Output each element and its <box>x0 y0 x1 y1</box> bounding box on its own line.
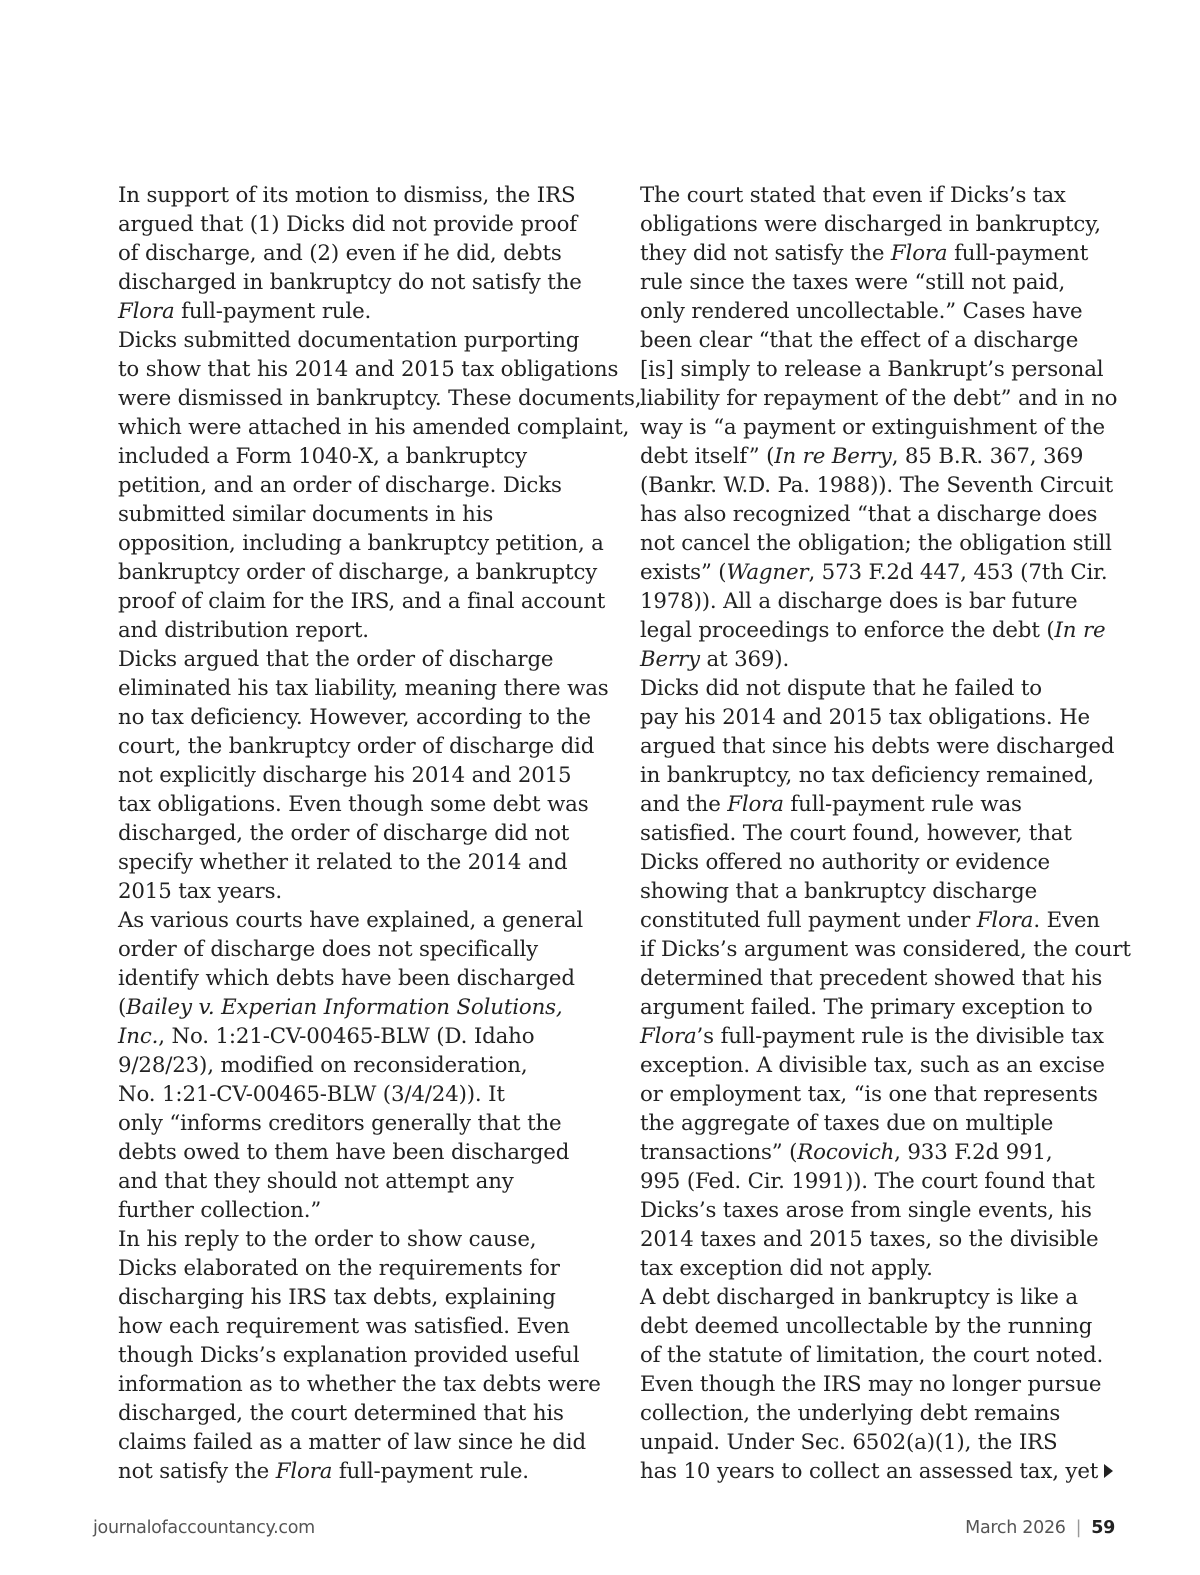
paragraph-general-order: As various courts have explained, a general order of discharge does not specifically identify which debts have been discharged (Bailey v. Experian Information Solutions, Inc., No. 1:21-CV-00465-BLW (D. Idaho 9/28/23), modified on reconsideration, No. 1:21-CV-00465-BLW (3/4/24)). It only “informs creditors generally that the debts owed to them have been discharged and that they should not attempt any further collection.” <box>118 908 584 1223</box>
right-column <box>615 181 1131 1486</box>
paragraph-court-stated: The court stated that even if Dicks’s tax obligations were discharged in bankruptcy, they did not satisfy the Flora full-payment rule since the taxes were “still not paid, only rendered uncollectable.” Cases have been clear “that the effect of a discharge [is] simply to release a Bankrupt’s personal liability for repayment of the debt” and in no way is “a payment or extinguishment of the debt itself” (In re Berry, 85 B.R. 367, 369 (Bankr. W.D. Pa. 1988)). The Seventh Circuit has also recognized “that a discharge does not cancel the obligation; the obligation still exists” (Wagner, 573 F.2d 447, 453 (7th Cir. 1978)). All a discharge does is bar future legal proceedings to enforce the debt (In re Berry at 369). <box>640 183 1118 672</box>
paragraph-documentation: Dicks submitted documentation purporting to show that his 2014 and 2015 tax obligations were dismissed in bankruptcy. These documents, which were attached in his amended complaint, included a Form 1040-X, a bankruptcy petition, and an order of discharge. Dicks submitted similar documents in his opposition, including a bankruptcy petition, a bankruptcy order of discharge, a bankruptcy proof of claim for the IRS, and a final account and distribution report. <box>118 328 642 643</box>
paragraph-irs-motion: In support of its motion to dismiss, the IRS argued that (1) Dicks did not provide proof of discharge, and (2) even if he did, debts discharged in bankruptcy do not satisfy the Flora full-payment rule. <box>118 183 582 324</box>
continue-arrow-icon <box>1104 1464 1113 1478</box>
footer-issue-info <box>965 1518 1115 1538</box>
paragraph-order-of-discharge: Dicks argued that the order of discharge eliminated his tax liability, meaning there was no tax deficiency. However, according to the court, the bankruptcy order of discharge did not explicitly discharge his 2014 and 2015 tax obligations. Even though some debt was discharged, the order of discharge did not specify whether it related to the 2014 and 2015 tax years. <box>118 647 609 904</box>
left-column <box>93 181 642 1486</box>
paragraph-did-not-dispute: Dicks did not dispute that he failed to pay his 2014 and 2015 tax obligations. He argued that since his debts were discharged in bankruptcy, no tax deficiency remained, and the Flora full-payment rule was satisfied. The court found, however, that Dicks offered no authority or evidence showing that a bankruptcy discharge constituted full payment under Flora. Even if Dicks’s argument was considered, the court determined that precedent showed that his argument failed. The primary exception to Flora’s full-payment rule is the divisible tax exception. A divisible tax, such as an excise or employment tax, “is one that represents the aggregate of taxes due on multiple transactions” (Rocovich, 933 F.2d 991, 995 (Fed. Cir. 1991)). The court found that Dicks’s taxes arose from single events, his 2014 taxes and 2015 taxes, so the divisible tax exception did not apply. <box>640 676 1131 1281</box>
paragraph-reply: In his reply to the order to show cause, Dicks elaborated on the requirements for discharging his IRS tax debts, explaining how each requirement was satisfied. Even though Dicks’s explanation provided useful information as to whether the tax debts were discharged, the court determined that his claims failed as a matter of law since he did not satisfy the Flora full-payment rule. <box>118 1227 601 1484</box>
issue-date: March 2026 <box>965 1518 1066 1538</box>
footer-separator: | <box>1075 1518 1082 1538</box>
footer-site-url: journalofaccountancy.com <box>93 1518 315 1538</box>
page-number: 59 <box>1091 1518 1115 1538</box>
paragraph-debt-discharged: A debt discharged in bankruptcy is like a debt deemed uncollectable by the running of the statute of limitation, the court noted. Even though the IRS may no longer pursue collection, the underlying debt remains unpaid. Under Sec. 6502(a)(1), the IRS has 10 years to collect an assessed tax, yet <box>640 1285 1104 1484</box>
